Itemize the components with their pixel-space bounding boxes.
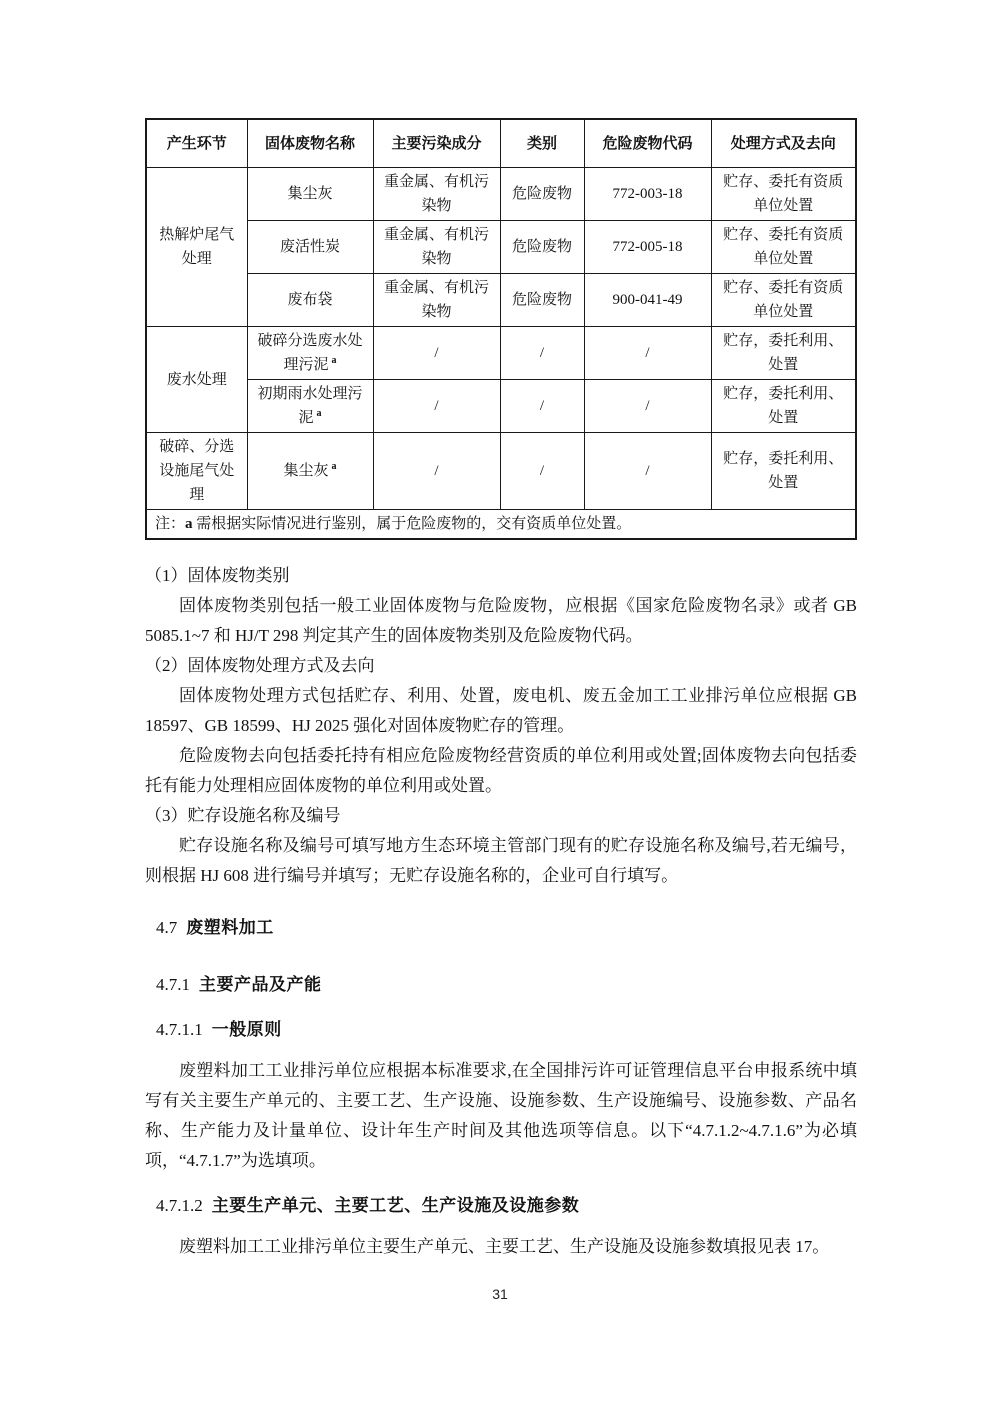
heading-title: 一般原则 — [211, 1020, 282, 1039]
heading-number: 4.7.1.1 — [156, 1020, 203, 1039]
cell-text: / — [645, 398, 650, 414]
table-cell — [373, 221, 500, 274]
table-cell — [373, 274, 500, 327]
table-cell — [711, 274, 856, 327]
paragraph: 废塑料加工工业排污单位主要生产单元、主要工艺、生产设施及设施参数填报见表 17。 — [179, 1237, 830, 1256]
stage-cell: 废水处理 — [146, 327, 247, 433]
heading-title: 主要产品及产能 — [199, 975, 322, 994]
paragraph: 废塑料加工工业排污单位应根据本标准要求,在全国排污许可证管理信息平台申报系统中填写有关主要生产单元的、主要工艺、生产设施、设施参数、生产设施编号、设施参数、产品名称、生产能力及计量单位、设计年生产时间及其他选项等信息。以下“4.7.1.2~4.7.1.6”为必填项，“4.7.1.7”为选填项。 — [145, 1061, 857, 1170]
cell-text: 集尘灰 — [283, 463, 329, 479]
cell-text: 危险废物 — [511, 239, 572, 255]
table-cell — [711, 168, 856, 221]
cell-text: 贮存，委托利用、处置 — [723, 451, 844, 491]
stage-cell: 破碎、分选设施尾气处理 — [146, 433, 247, 510]
table-cell — [500, 221, 584, 274]
cell-text: / — [645, 463, 650, 479]
heading-title: 废塑料加工 — [186, 918, 274, 937]
table-header-row — [146, 119, 856, 168]
cell-text: 贮存、委托有资质单位处置 — [723, 174, 844, 214]
paragraph: 危险废物去向包括委托持有相应危险废物经营资质的单位利用或处置;固体废物去向包括委托有能力处理相应固体废物的单位利用或处置。 — [145, 746, 857, 795]
table-cell — [373, 327, 500, 380]
paragraph: 贮存设施名称及编号可填写地方生态环境主管部门现有的贮存设施名称及编号,若无编号，则根据 HJ 608 进行编号并填写；无贮存设施名称的，企业可自行填写。 — [145, 836, 857, 885]
column-header: 固体废物名称 — [247, 119, 373, 168]
note-text: 需根据实际情况进行鉴别，属于危险废物的，交有资质单位处置。 — [196, 516, 632, 532]
cell-text: / — [539, 398, 545, 414]
cell-text: / — [434, 345, 439, 361]
note-marker: a — [185, 516, 193, 532]
cell-text: / — [645, 345, 650, 361]
list-label: （1）固体废物类别 — [145, 566, 290, 585]
note-cell — [146, 510, 856, 540]
table-note-row — [146, 510, 856, 540]
cell-text: 初期雨水处理污泥 — [257, 386, 363, 426]
footnote-marker: a — [331, 461, 337, 472]
table-cell — [584, 380, 711, 433]
table-cell — [247, 274, 373, 327]
table-cell — [711, 327, 856, 380]
table-row — [146, 327, 856, 380]
table-cell — [584, 274, 711, 327]
cell-text: / — [539, 463, 545, 479]
table-cell — [500, 380, 584, 433]
table-cell — [500, 327, 584, 380]
cell-text: 破碎分选废水处理污泥 — [257, 333, 363, 373]
cell-text: / — [434, 398, 439, 414]
stage-cell: 热解炉尾气处理 — [146, 168, 247, 327]
table-cell — [711, 221, 856, 274]
cell-text: 贮存、委托有资质单位处置 — [723, 227, 844, 267]
page-footer — [0, 1286, 1000, 1302]
table-cell — [500, 274, 584, 327]
column-header: 产生环节 — [146, 119, 247, 168]
paragraph: 固体废物类别包括一般工业固体废物与危险废物，应根据《国家危险废物名录》或者 GB 5085.1~7 和 HJ/T 298 判定其产生的固体废物类别及危险废物代码。 — [145, 596, 857, 645]
column-header: 主要污染成分 — [373, 119, 500, 168]
table-cell — [247, 327, 373, 380]
footnote-marker: a — [331, 355, 337, 366]
section-heading — [145, 970, 857, 1000]
table-cell — [247, 221, 373, 274]
cell-text: 772-003-18 — [612, 186, 683, 202]
heading-number: 4.7.1 — [156, 975, 190, 994]
cell-text: 贮存，委托利用、处置 — [723, 386, 844, 426]
table-cell — [500, 168, 584, 221]
table-cell — [247, 168, 373, 221]
table-row — [146, 433, 856, 510]
table-cell — [373, 433, 500, 510]
heading-number: 4.7 — [156, 918, 178, 937]
heading-number: 4.7.1.2 — [156, 1196, 203, 1215]
section-heading — [145, 1015, 857, 1045]
cell-text: 贮存，委托利用、处置 — [723, 333, 844, 373]
cell-text: / — [539, 345, 545, 361]
cell-text: 废活性炭 — [279, 239, 340, 255]
table-row — [146, 221, 856, 274]
section-heading — [145, 913, 857, 943]
cell-text: / — [434, 463, 439, 479]
table-row — [146, 380, 856, 433]
column-header: 危险废物代码 — [584, 119, 711, 168]
cell-text: 贮存、委托有资质单位处置 — [723, 280, 844, 320]
cell-text: 危险废物 — [511, 186, 572, 202]
list-label: （3）贮存设施名称及编号 — [145, 806, 341, 825]
table-cell — [711, 433, 856, 510]
table-cell — [584, 221, 711, 274]
section-heading — [145, 1191, 857, 1221]
table-cell — [247, 380, 373, 433]
list-label: （2）固体废物处理方式及去向 — [145, 656, 375, 675]
footnote-marker: a — [316, 408, 322, 419]
cell-text: 重金属、有机污染物 — [383, 174, 489, 214]
cell-text: 900-041-49 — [612, 292, 683, 308]
table-cell — [584, 327, 711, 380]
table-cell — [373, 168, 500, 221]
table-cell — [711, 380, 856, 433]
column-header: 处理方式及去向 — [711, 119, 856, 168]
table-row — [146, 168, 856, 221]
body-text — [145, 561, 857, 1262]
table-row — [146, 274, 856, 327]
solid-waste-table — [145, 118, 857, 540]
heading-title: 主要生产单元、主要工艺、生产设施及设施参数 — [211, 1196, 580, 1215]
cell-text: 危险废物 — [511, 292, 572, 308]
table-cell — [500, 433, 584, 510]
cell-text: 废布袋 — [287, 292, 333, 308]
table-cell — [247, 433, 373, 510]
paragraph: 固体废物处理方式包括贮存、利用、处置，废电机、废五金加工工业排污单位应根据 GB 18597、GB 18599、HJ 2025 强化对固体废物贮存的管理。 — [145, 686, 857, 735]
page-number: 31 — [492, 1286, 508, 1302]
cell-text: 集尘灰 — [287, 186, 333, 202]
table-cell — [373, 380, 500, 433]
cell-text: 772-005-18 — [612, 239, 683, 255]
cell-text: 重金属、有机污染物 — [383, 227, 489, 267]
note-prefix: 注： — [155, 516, 186, 532]
table-cell — [584, 168, 711, 221]
cell-text: 重金属、有机污染物 — [383, 280, 489, 320]
column-header: 类别 — [500, 119, 584, 168]
table-cell — [584, 433, 711, 510]
